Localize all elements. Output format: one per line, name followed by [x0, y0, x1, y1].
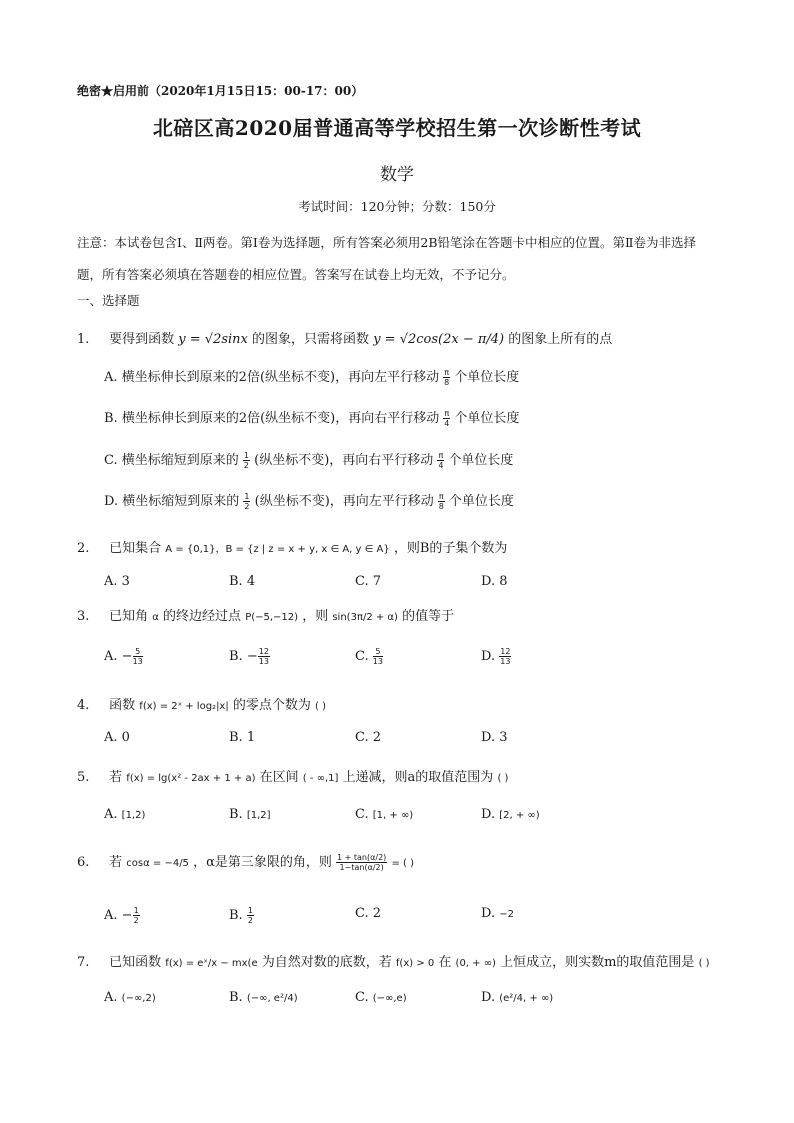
- exam-title: 北碚区高2020届普通高等学校招生第一次诊断性考试: [152, 116, 642, 140]
- option-label: A.: [104, 370, 118, 385]
- question-text: 已知角: [109, 609, 149, 624]
- option-2a[interactable]: A. 3: [104, 574, 130, 589]
- option-3a[interactable]: A. − $\frac{5}{13}$: [104, 647, 143, 666]
- option-text: 个单位长度: [448, 494, 514, 509]
- question-text: 函数: [109, 698, 136, 713]
- question-text: 在: [438, 955, 452, 970]
- question-2: [77, 537, 507, 556]
- question-text: 为自然对数的底数，若: [261, 955, 392, 970]
- option-7a[interactable]: A. (−∞,2): [104, 990, 156, 1005]
- answer-paren: ( ): [698, 958, 710, 969]
- question-number: 2.: [77, 541, 90, 556]
- math-expression: y = √2cos(2x − π/4): [373, 332, 505, 347]
- question-number: 1.: [77, 332, 90, 347]
- option-2c[interactable]: C. 7: [355, 574, 382, 589]
- subject-title: 数学: [380, 165, 414, 185]
- question-text: 若: [109, 855, 123, 870]
- question-text: 的终边经过点: [163, 609, 242, 624]
- exam-note: 注意：本试卷包含Ⅰ、Ⅱ两卷。第Ⅰ卷为选择题，所有答案必须用2B铅笔涂在答题卡中相应的位置。第Ⅱ卷为非选择题，所有答案必须填在答题卷的相应位置。答案写在试卷上均无效，不予记分。: [77, 235, 697, 282]
- option-4d[interactable]: D. 3: [481, 730, 508, 745]
- option-4a[interactable]: A. 0: [104, 730, 130, 745]
- option-1d[interactable]: [104, 490, 514, 511]
- option-2d[interactable]: D. 8: [481, 574, 508, 589]
- option-text: 横坐标缩短到原来的: [121, 453, 239, 468]
- question-text: ，α是第三象限的角，则: [193, 855, 332, 870]
- option-3d[interactable]: D. $\frac{12}{13}$: [481, 647, 511, 666]
- question-text: 已知集合: [109, 541, 162, 556]
- math-expression: (0, + ∞): [455, 958, 496, 969]
- option-7c[interactable]: C. (−∞,e): [355, 990, 407, 1005]
- question-text: 若: [109, 770, 123, 785]
- option-3c[interactable]: C. $\frac{5}{13}$: [355, 647, 383, 666]
- question-text: 上恒成立，则实数m的取值范围是: [500, 955, 695, 970]
- question-4: [77, 694, 326, 713]
- fraction: $\frac{\pi}{4}$: [444, 409, 450, 428]
- option-1a[interactable]: [104, 366, 519, 387]
- option-7d[interactable]: D. (e²/4, + ∞): [481, 990, 554, 1005]
- option-5c[interactable]: C. [1, + ∞): [355, 807, 414, 822]
- option-3b[interactable]: B. − $\frac{12}{13}$: [229, 647, 269, 666]
- question-number: 3.: [77, 609, 90, 624]
- option-6a[interactable]: A. − $\frac{1}{2}$: [104, 906, 139, 925]
- math-expression: sin(3π/2 + α): [332, 612, 398, 623]
- option-text: 个单位长度: [448, 453, 514, 468]
- exam-meta: 考试时间：120分钟；分数：150分: [298, 199, 496, 214]
- fraction: $\frac{1}{2}$: [244, 492, 250, 511]
- math-expression: α: [152, 612, 159, 623]
- option-text: 横坐标伸长到原来的2倍(纵坐标不变)，再向右平行移动: [121, 411, 440, 426]
- fraction: $\frac{\pi}{4}$: [438, 451, 444, 470]
- question-text: 的值等于: [402, 609, 455, 624]
- section-title: 一、选择题: [77, 293, 140, 308]
- question-text: ，则: [302, 609, 329, 624]
- option-label: C.: [104, 453, 118, 468]
- question-6: [77, 851, 414, 872]
- option-text: 个单位长度: [454, 411, 520, 426]
- confidential-line: 绝密★启用前（2020年1月15日15：00-17：00）: [77, 84, 364, 98]
- math-expression: P(−5,−12): [245, 612, 299, 623]
- option-5a[interactable]: A. [1,2): [104, 807, 146, 822]
- fraction: $\frac{1}{2}$: [243, 451, 250, 470]
- question-7: [77, 951, 710, 970]
- question-number: 5.: [77, 770, 90, 785]
- question-text: 的图象上所有的点: [508, 332, 613, 347]
- question-text: 上递减，则a的取值范围为: [342, 770, 494, 785]
- option-text: 横坐标伸长到原来的2倍(纵坐标不变)，再向左平行移动: [121, 370, 440, 385]
- math-expression: f(x) = eˣ/x − mx(e: [165, 958, 258, 969]
- option-5b[interactable]: B. [1,2]: [229, 807, 271, 822]
- option-label: B.: [104, 411, 118, 426]
- option-1b[interactable]: [104, 407, 519, 428]
- question-text: 的零点个数为: [232, 698, 311, 713]
- question-text: ，则B的子集个数为: [393, 541, 508, 556]
- question-number: 4.: [77, 698, 90, 713]
- answer-paren: = ( ): [391, 858, 414, 869]
- option-7b[interactable]: B. (−∞, e²/4): [229, 990, 298, 1005]
- option-4b[interactable]: B. 1: [229, 730, 256, 745]
- option-6d[interactable]: D. −2: [481, 906, 514, 921]
- option-6b[interactable]: B. $\frac{1}{2}$: [229, 906, 253, 925]
- option-text: (纵坐标不变)，再向左平行移动: [254, 494, 434, 509]
- question-5: [77, 766, 508, 785]
- question-text: 已知函数: [109, 955, 162, 970]
- question-1: [77, 328, 612, 347]
- math-expression: ( - ∞,1]: [302, 773, 339, 784]
- math-expression: y = √2sinx: [178, 332, 248, 347]
- fraction: $\frac{1 + \tan(\alpha/2)}{1-\tan(\alpha/2)}$: [337, 853, 387, 872]
- question-number: 6.: [77, 855, 90, 870]
- option-text: 个单位长度: [454, 370, 520, 385]
- option-6c[interactable]: C. 2: [355, 906, 382, 921]
- question-3: [77, 605, 454, 624]
- question-number: 7.: [77, 955, 90, 970]
- math-expression: cosα = −4/5: [126, 858, 189, 869]
- option-label: D.: [104, 494, 119, 509]
- math-expression: A = {0,1}，B = {z | z = x + y, x ∈ A, y ∈ A}: [165, 544, 390, 555]
- math-expression: f(x) = lg(x² - 2ax + 1 + a): [126, 773, 256, 784]
- answer-paren: ( ): [315, 701, 327, 712]
- option-5d[interactable]: D. [2, + ∞): [481, 807, 540, 822]
- question-text: 在区间: [259, 770, 299, 785]
- fraction: $\frac{\pi}{8}$: [438, 492, 444, 511]
- option-text: (纵坐标不变)，再向右平行移动: [254, 453, 434, 468]
- option-text: 横坐标缩短到原来的: [122, 494, 240, 509]
- math-expression: f(x) > 0: [395, 958, 435, 969]
- answer-paren: ( ): [497, 773, 509, 784]
- option-4c[interactable]: C. 2: [355, 730, 382, 745]
- question-text: 的图象，只需将函数: [252, 332, 370, 347]
- math-expression: f(x) = 2ˣ + log₂|x|: [139, 701, 229, 712]
- option-1c[interactable]: [104, 449, 513, 470]
- fraction: $\frac{\pi}{8}$: [444, 368, 450, 387]
- option-2b[interactable]: B. 4: [229, 574, 256, 589]
- question-text: 要得到函数: [109, 332, 175, 347]
